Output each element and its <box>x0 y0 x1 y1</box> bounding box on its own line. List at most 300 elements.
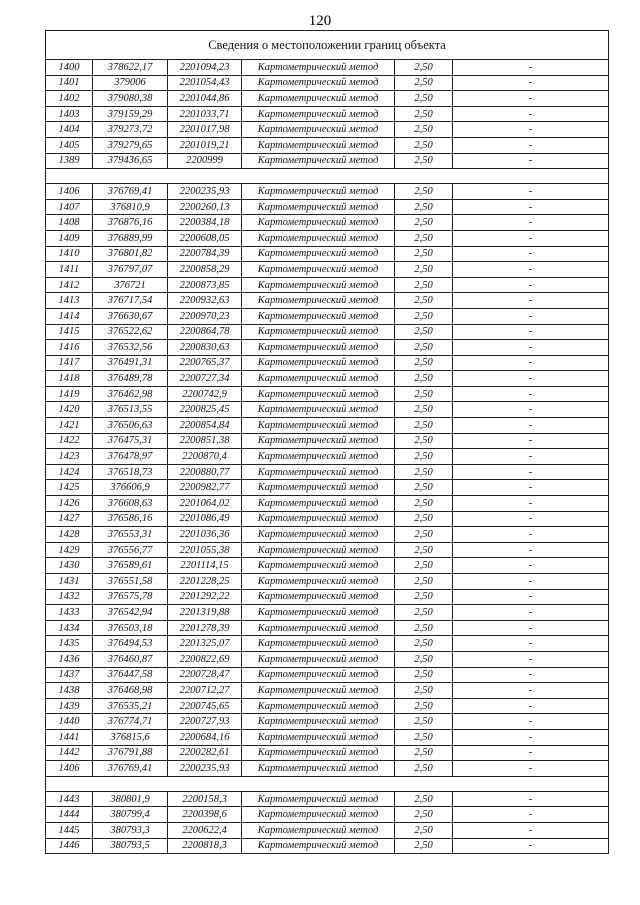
point-number-cell: 1409 <box>46 230 93 246</box>
method-cell: Картометрический метод <box>242 667 395 683</box>
x-coordinate-cell: 376606,9 <box>93 480 168 496</box>
accuracy-cell: 2,50 <box>395 449 453 465</box>
table-row <box>46 838 609 854</box>
point-number-cell: 1434 <box>46 620 93 636</box>
accuracy-cell: 2,50 <box>395 558 453 574</box>
method-cell: Картометрический метод <box>242 402 395 418</box>
point-number-cell: 1426 <box>46 496 93 512</box>
y-coordinate-cell: 2200854,84 <box>168 418 242 434</box>
table-row <box>46 75 609 91</box>
point-number-cell: 1422 <box>46 433 93 449</box>
y-coordinate-cell: 2201017,98 <box>168 122 242 138</box>
point-number-cell: 1430 <box>46 558 93 574</box>
point-number-cell: 1411 <box>46 262 93 278</box>
point-number-cell: 1415 <box>46 324 93 340</box>
table-row <box>46 122 609 138</box>
accuracy-cell: 2,50 <box>395 729 453 745</box>
point-number-cell: 1433 <box>46 605 93 621</box>
method-cell: Картометрический метод <box>242 449 395 465</box>
description-cell: - <box>453 714 609 730</box>
page-number: 120 <box>308 13 332 29</box>
table-row <box>46 60 609 76</box>
accuracy-cell: 2,50 <box>395 745 453 761</box>
description-cell: - <box>453 308 609 324</box>
method-cell: Картометрический метод <box>242 60 395 76</box>
table-row <box>46 761 609 777</box>
method-cell: Картометрический метод <box>242 308 395 324</box>
accuracy-cell: 2,50 <box>395 91 453 107</box>
description-cell: - <box>453 683 609 699</box>
point-number-cell: 1439 <box>46 698 93 714</box>
y-coordinate-cell: 2201086,49 <box>168 511 242 527</box>
x-coordinate-cell: 376506,63 <box>93 418 168 434</box>
x-coordinate-cell: 376489,78 <box>93 371 168 387</box>
table-row <box>46 791 609 807</box>
accuracy-cell: 2,50 <box>395 324 453 340</box>
y-coordinate-cell: 2200235,93 <box>168 184 242 200</box>
description-cell: - <box>453 91 609 107</box>
y-coordinate-cell: 2201094,23 <box>168 60 242 76</box>
y-coordinate-cell: 2201044,86 <box>168 91 242 107</box>
accuracy-cell: 2,50 <box>395 340 453 356</box>
table-row <box>46 683 609 699</box>
description-cell: - <box>453 230 609 246</box>
y-coordinate-cell: 2201319,88 <box>168 605 242 621</box>
accuracy-cell: 2,50 <box>395 761 453 777</box>
table-row <box>46 605 609 621</box>
description-cell: - <box>453 386 609 402</box>
x-coordinate-cell: 376535,21 <box>93 698 168 714</box>
y-coordinate-cell: 2200822,69 <box>168 651 242 667</box>
method-cell: Картометрический метод <box>242 340 395 356</box>
point-number-cell: 1403 <box>46 106 93 122</box>
point-number-cell: 1429 <box>46 542 93 558</box>
method-cell: Картометрический метод <box>242 199 395 215</box>
description-cell: - <box>453 402 609 418</box>
description-cell: - <box>453 75 609 91</box>
method-cell: Картометрический метод <box>242 822 395 838</box>
y-coordinate-cell: 2201114,15 <box>168 558 242 574</box>
table-row <box>46 496 609 512</box>
table-row <box>46 527 609 543</box>
method-cell: Картометрический метод <box>242 122 395 138</box>
description-cell: - <box>453 480 609 496</box>
accuracy-cell: 2,50 <box>395 542 453 558</box>
y-coordinate-cell: 2200830,63 <box>168 340 242 356</box>
accuracy-cell: 2,50 <box>395 153 453 169</box>
accuracy-cell: 2,50 <box>395 464 453 480</box>
description-cell: - <box>453 822 609 838</box>
x-coordinate-cell: 376462,98 <box>93 386 168 402</box>
x-coordinate-cell: 376721 <box>93 277 168 293</box>
accuracy-cell: 2,50 <box>395 246 453 262</box>
x-coordinate-cell: 376542,94 <box>93 605 168 621</box>
accuracy-cell: 2,50 <box>395 402 453 418</box>
point-number-cell: 1400 <box>46 60 93 76</box>
description-cell: - <box>453 620 609 636</box>
x-coordinate-cell: 376494,53 <box>93 636 168 652</box>
description-cell: - <box>453 605 609 621</box>
y-coordinate-cell: 2200932,63 <box>168 293 242 309</box>
x-coordinate-cell: 376475,31 <box>93 433 168 449</box>
method-cell: Картометрический метод <box>242 355 395 371</box>
point-number-cell: 1408 <box>46 215 93 231</box>
method-cell: Картометрический метод <box>242 184 395 200</box>
table-row <box>46 371 609 387</box>
description-cell: - <box>453 496 609 512</box>
point-number-cell: 1417 <box>46 355 93 371</box>
y-coordinate-cell: 2200235,93 <box>168 761 242 777</box>
point-number-cell: 1404 <box>46 122 93 138</box>
method-cell: Картометрический метод <box>242 106 395 122</box>
description-cell: - <box>453 60 609 76</box>
table-title: Сведения о местоположении границ объекта <box>46 31 609 60</box>
description-cell: - <box>453 355 609 371</box>
x-coordinate-cell: 380793,3 <box>93 822 168 838</box>
accuracy-cell: 2,50 <box>395 277 453 293</box>
y-coordinate-cell: 2200158,3 <box>168 791 242 807</box>
accuracy-cell: 2,50 <box>395 184 453 200</box>
table-row <box>46 308 609 324</box>
method-cell: Картометрический метод <box>242 153 395 169</box>
description-cell: - <box>453 122 609 138</box>
table-row <box>46 729 609 745</box>
description-cell: - <box>453 838 609 854</box>
table-row <box>46 636 609 652</box>
table-row <box>46 340 609 356</box>
x-coordinate-cell: 376513,55 <box>93 402 168 418</box>
y-coordinate-cell: 2200858,29 <box>168 262 242 278</box>
method-cell: Картометрический метод <box>242 605 395 621</box>
accuracy-cell: 2,50 <box>395 230 453 246</box>
point-number-cell: 1446 <box>46 838 93 854</box>
description-cell: - <box>453 651 609 667</box>
description-cell: - <box>453 215 609 231</box>
description-cell: - <box>453 791 609 807</box>
y-coordinate-cell: 2200851,38 <box>168 433 242 449</box>
method-cell: Картометрический метод <box>242 480 395 496</box>
point-number-cell: 1438 <box>46 683 93 699</box>
accuracy-cell: 2,50 <box>395 418 453 434</box>
point-number-cell: 1414 <box>46 308 93 324</box>
accuracy-cell: 2,50 <box>395 791 453 807</box>
y-coordinate-cell: 2200825,45 <box>168 402 242 418</box>
y-coordinate-cell: 2200745,65 <box>168 698 242 714</box>
x-coordinate-cell: 376810,9 <box>93 199 168 215</box>
method-cell: Картометрический метод <box>242 496 395 512</box>
x-coordinate-cell: 376551,58 <box>93 574 168 590</box>
description-cell: - <box>453 277 609 293</box>
table-row <box>46 589 609 605</box>
x-coordinate-cell: 376889,99 <box>93 230 168 246</box>
y-coordinate-cell: 2201055,38 <box>168 542 242 558</box>
method-cell: Картометрический метод <box>242 542 395 558</box>
table-row <box>46 714 609 730</box>
table-row <box>46 402 609 418</box>
x-coordinate-cell: 380799,4 <box>93 807 168 823</box>
table-row <box>46 667 609 683</box>
method-cell: Картометрический метод <box>242 137 395 153</box>
method-cell: Картометрический метод <box>242 698 395 714</box>
x-coordinate-cell: 376575,78 <box>93 589 168 605</box>
accuracy-cell: 2,50 <box>395 199 453 215</box>
point-number-cell: 1413 <box>46 293 93 309</box>
point-number-cell: 1435 <box>46 636 93 652</box>
y-coordinate-cell: 2201228,25 <box>168 574 242 590</box>
description-cell: - <box>453 199 609 215</box>
description-cell: - <box>453 418 609 434</box>
accuracy-cell: 2,50 <box>395 60 453 76</box>
accuracy-cell: 2,50 <box>395 822 453 838</box>
accuracy-cell: 2,50 <box>395 386 453 402</box>
x-coordinate-cell: 376630,67 <box>93 308 168 324</box>
y-coordinate-cell: 2200684,16 <box>168 729 242 745</box>
table-row <box>46 542 609 558</box>
y-coordinate-cell: 2200727,34 <box>168 371 242 387</box>
description-cell: - <box>453 745 609 761</box>
x-coordinate-cell: 379159,29 <box>93 106 168 122</box>
point-number-cell: 1440 <box>46 714 93 730</box>
description-cell: - <box>453 527 609 543</box>
method-cell: Картометрический метод <box>242 230 395 246</box>
table-row <box>46 137 609 153</box>
description-cell: - <box>453 324 609 340</box>
description-cell: - <box>453 636 609 652</box>
point-number-cell: 1432 <box>46 589 93 605</box>
point-number-cell: 1425 <box>46 480 93 496</box>
y-coordinate-cell: 2200970,23 <box>168 308 242 324</box>
point-number-cell: 1444 <box>46 807 93 823</box>
point-number-cell: 1416 <box>46 340 93 356</box>
point-number-cell: 1441 <box>46 729 93 745</box>
accuracy-cell: 2,50 <box>395 137 453 153</box>
table-row <box>46 246 609 262</box>
y-coordinate-cell: 2201278,39 <box>168 620 242 636</box>
method-cell: Картометрический метод <box>242 75 395 91</box>
description-cell: - <box>453 262 609 278</box>
description-cell: - <box>453 729 609 745</box>
description-cell: - <box>453 807 609 823</box>
x-coordinate-cell: 376586,16 <box>93 511 168 527</box>
y-coordinate-cell: 2200742,9 <box>168 386 242 402</box>
x-coordinate-cell: 380801,9 <box>93 791 168 807</box>
table-row <box>46 698 609 714</box>
method-cell: Картометрический метод <box>242 215 395 231</box>
y-coordinate-cell: 2200864,78 <box>168 324 242 340</box>
table-row <box>46 449 609 465</box>
table-row <box>46 277 609 293</box>
method-cell: Картометрический метод <box>242 745 395 761</box>
method-cell: Картометрический метод <box>242 558 395 574</box>
separator-cell <box>46 776 609 791</box>
point-number-cell: 1437 <box>46 667 93 683</box>
table-row <box>46 230 609 246</box>
description-cell: - <box>453 106 609 122</box>
method-cell: Картометрический метод <box>242 371 395 387</box>
table-row <box>46 418 609 434</box>
point-number-cell: 1410 <box>46 246 93 262</box>
accuracy-cell: 2,50 <box>395 480 453 496</box>
y-coordinate-cell: 2200622,4 <box>168 822 242 838</box>
y-coordinate-cell: 2201325,07 <box>168 636 242 652</box>
section-separator-row <box>46 776 609 791</box>
accuracy-cell: 2,50 <box>395 75 453 91</box>
table-row <box>46 262 609 278</box>
method-cell: Картометрический метод <box>242 246 395 262</box>
description-cell: - <box>453 761 609 777</box>
table-row <box>46 433 609 449</box>
point-number-cell: 1406 <box>46 761 93 777</box>
table-row <box>46 153 609 169</box>
x-coordinate-cell: 379006 <box>93 75 168 91</box>
method-cell: Картометрический метод <box>242 386 395 402</box>
point-number-cell: 1427 <box>46 511 93 527</box>
table-title-row <box>46 31 609 60</box>
method-cell: Картометрический метод <box>242 277 395 293</box>
point-number-cell: 1406 <box>46 184 93 200</box>
x-coordinate-cell: 376791,88 <box>93 745 168 761</box>
description-cell: - <box>453 371 609 387</box>
x-coordinate-cell: 379080,38 <box>93 91 168 107</box>
table-row <box>46 199 609 215</box>
table-row <box>46 386 609 402</box>
x-coordinate-cell: 376553,31 <box>93 527 168 543</box>
method-cell: Картометрический метод <box>242 838 395 854</box>
y-coordinate-cell: 2200873,85 <box>168 277 242 293</box>
table-row <box>46 807 609 823</box>
x-coordinate-cell: 379436,65 <box>93 153 168 169</box>
y-coordinate-cell: 2200870,4 <box>168 449 242 465</box>
x-coordinate-cell: 376774,71 <box>93 714 168 730</box>
method-cell: Картометрический метод <box>242 511 395 527</box>
method-cell: Картометрический метод <box>242 714 395 730</box>
accuracy-cell: 2,50 <box>395 589 453 605</box>
description-cell: - <box>453 558 609 574</box>
point-number-cell: 1402 <box>46 91 93 107</box>
method-cell: Картометрический метод <box>242 651 395 667</box>
point-number-cell: 1421 <box>46 418 93 434</box>
x-coordinate-cell: 376801,82 <box>93 246 168 262</box>
x-coordinate-cell: 376769,41 <box>93 761 168 777</box>
point-number-cell: 1418 <box>46 371 93 387</box>
method-cell: Картометрический метод <box>242 293 395 309</box>
method-cell: Картометрический метод <box>242 791 395 807</box>
y-coordinate-cell: 2200384,18 <box>168 215 242 231</box>
point-number-cell: 1436 <box>46 651 93 667</box>
method-cell: Картометрический метод <box>242 433 395 449</box>
accuracy-cell: 2,50 <box>395 308 453 324</box>
table-row <box>46 745 609 761</box>
table-row <box>46 511 609 527</box>
method-cell: Картометрический метод <box>242 761 395 777</box>
accuracy-cell: 2,50 <box>395 636 453 652</box>
accuracy-cell: 2,50 <box>395 667 453 683</box>
y-coordinate-cell: 2201292,22 <box>168 589 242 605</box>
accuracy-cell: 2,50 <box>395 371 453 387</box>
accuracy-cell: 2,50 <box>395 262 453 278</box>
x-coordinate-cell: 376797,07 <box>93 262 168 278</box>
point-number-cell: 1401 <box>46 75 93 91</box>
y-coordinate-cell: 2201036,36 <box>168 527 242 543</box>
point-number-cell: 1431 <box>46 574 93 590</box>
point-number-cell: 1423 <box>46 449 93 465</box>
table-row <box>46 184 609 200</box>
accuracy-cell: 2,50 <box>395 122 453 138</box>
point-number-cell: 1428 <box>46 527 93 543</box>
x-coordinate-cell: 376491,31 <box>93 355 168 371</box>
point-number-cell: 1389 <box>46 153 93 169</box>
x-coordinate-cell: 376522,62 <box>93 324 168 340</box>
method-cell: Картометрический метод <box>242 527 395 543</box>
table-row <box>46 480 609 496</box>
x-coordinate-cell: 376478,97 <box>93 449 168 465</box>
y-coordinate-cell: 2201019,21 <box>168 137 242 153</box>
description-cell: - <box>453 449 609 465</box>
accuracy-cell: 2,50 <box>395 496 453 512</box>
y-coordinate-cell: 2201054,43 <box>168 75 242 91</box>
accuracy-cell: 2,50 <box>395 574 453 590</box>
table-row <box>46 620 609 636</box>
x-coordinate-cell: 380793,5 <box>93 838 168 854</box>
y-coordinate-cell: 2200727,93 <box>168 714 242 730</box>
table-row <box>46 651 609 667</box>
description-cell: - <box>453 137 609 153</box>
y-coordinate-cell: 2201033,71 <box>168 106 242 122</box>
accuracy-cell: 2,50 <box>395 651 453 667</box>
point-number-cell: 1424 <box>46 464 93 480</box>
description-cell: - <box>453 667 609 683</box>
y-coordinate-cell: 2200999 <box>168 153 242 169</box>
table-row <box>46 464 609 480</box>
x-coordinate-cell: 376769,41 <box>93 184 168 200</box>
y-coordinate-cell: 2200398,6 <box>168 807 242 823</box>
description-cell: - <box>453 340 609 356</box>
description-cell: - <box>453 184 609 200</box>
point-number-cell: 1443 <box>46 791 93 807</box>
table-body <box>46 31 609 854</box>
accuracy-cell: 2,50 <box>395 527 453 543</box>
x-coordinate-cell: 376608,63 <box>93 496 168 512</box>
point-number-cell: 1405 <box>46 137 93 153</box>
method-cell: Картометрический метод <box>242 807 395 823</box>
y-coordinate-cell: 2200880,77 <box>168 464 242 480</box>
y-coordinate-cell: 2201064,02 <box>168 496 242 512</box>
y-coordinate-cell: 2200282,61 <box>168 745 242 761</box>
method-cell: Картометрический метод <box>242 324 395 340</box>
y-coordinate-cell: 2200818,3 <box>168 838 242 854</box>
accuracy-cell: 2,50 <box>395 838 453 854</box>
accuracy-cell: 2,50 <box>395 293 453 309</box>
method-cell: Картометрический метод <box>242 574 395 590</box>
method-cell: Картометрический метод <box>242 262 395 278</box>
accuracy-cell: 2,50 <box>395 511 453 527</box>
description-cell: - <box>453 589 609 605</box>
method-cell: Картометрический метод <box>242 729 395 745</box>
method-cell: Картометрический метод <box>242 418 395 434</box>
method-cell: Картометрический метод <box>242 620 395 636</box>
x-coordinate-cell: 376717,54 <box>93 293 168 309</box>
table-row <box>46 293 609 309</box>
x-coordinate-cell: 376556,77 <box>93 542 168 558</box>
point-number-cell: 1412 <box>46 277 93 293</box>
y-coordinate-cell: 2200260,13 <box>168 199 242 215</box>
point-number-cell: 1420 <box>46 402 93 418</box>
table-row <box>46 91 609 107</box>
method-cell: Картометрический метод <box>242 683 395 699</box>
point-number-cell: 1442 <box>46 745 93 761</box>
x-coordinate-cell: 376518,73 <box>93 464 168 480</box>
description-cell: - <box>453 542 609 558</box>
